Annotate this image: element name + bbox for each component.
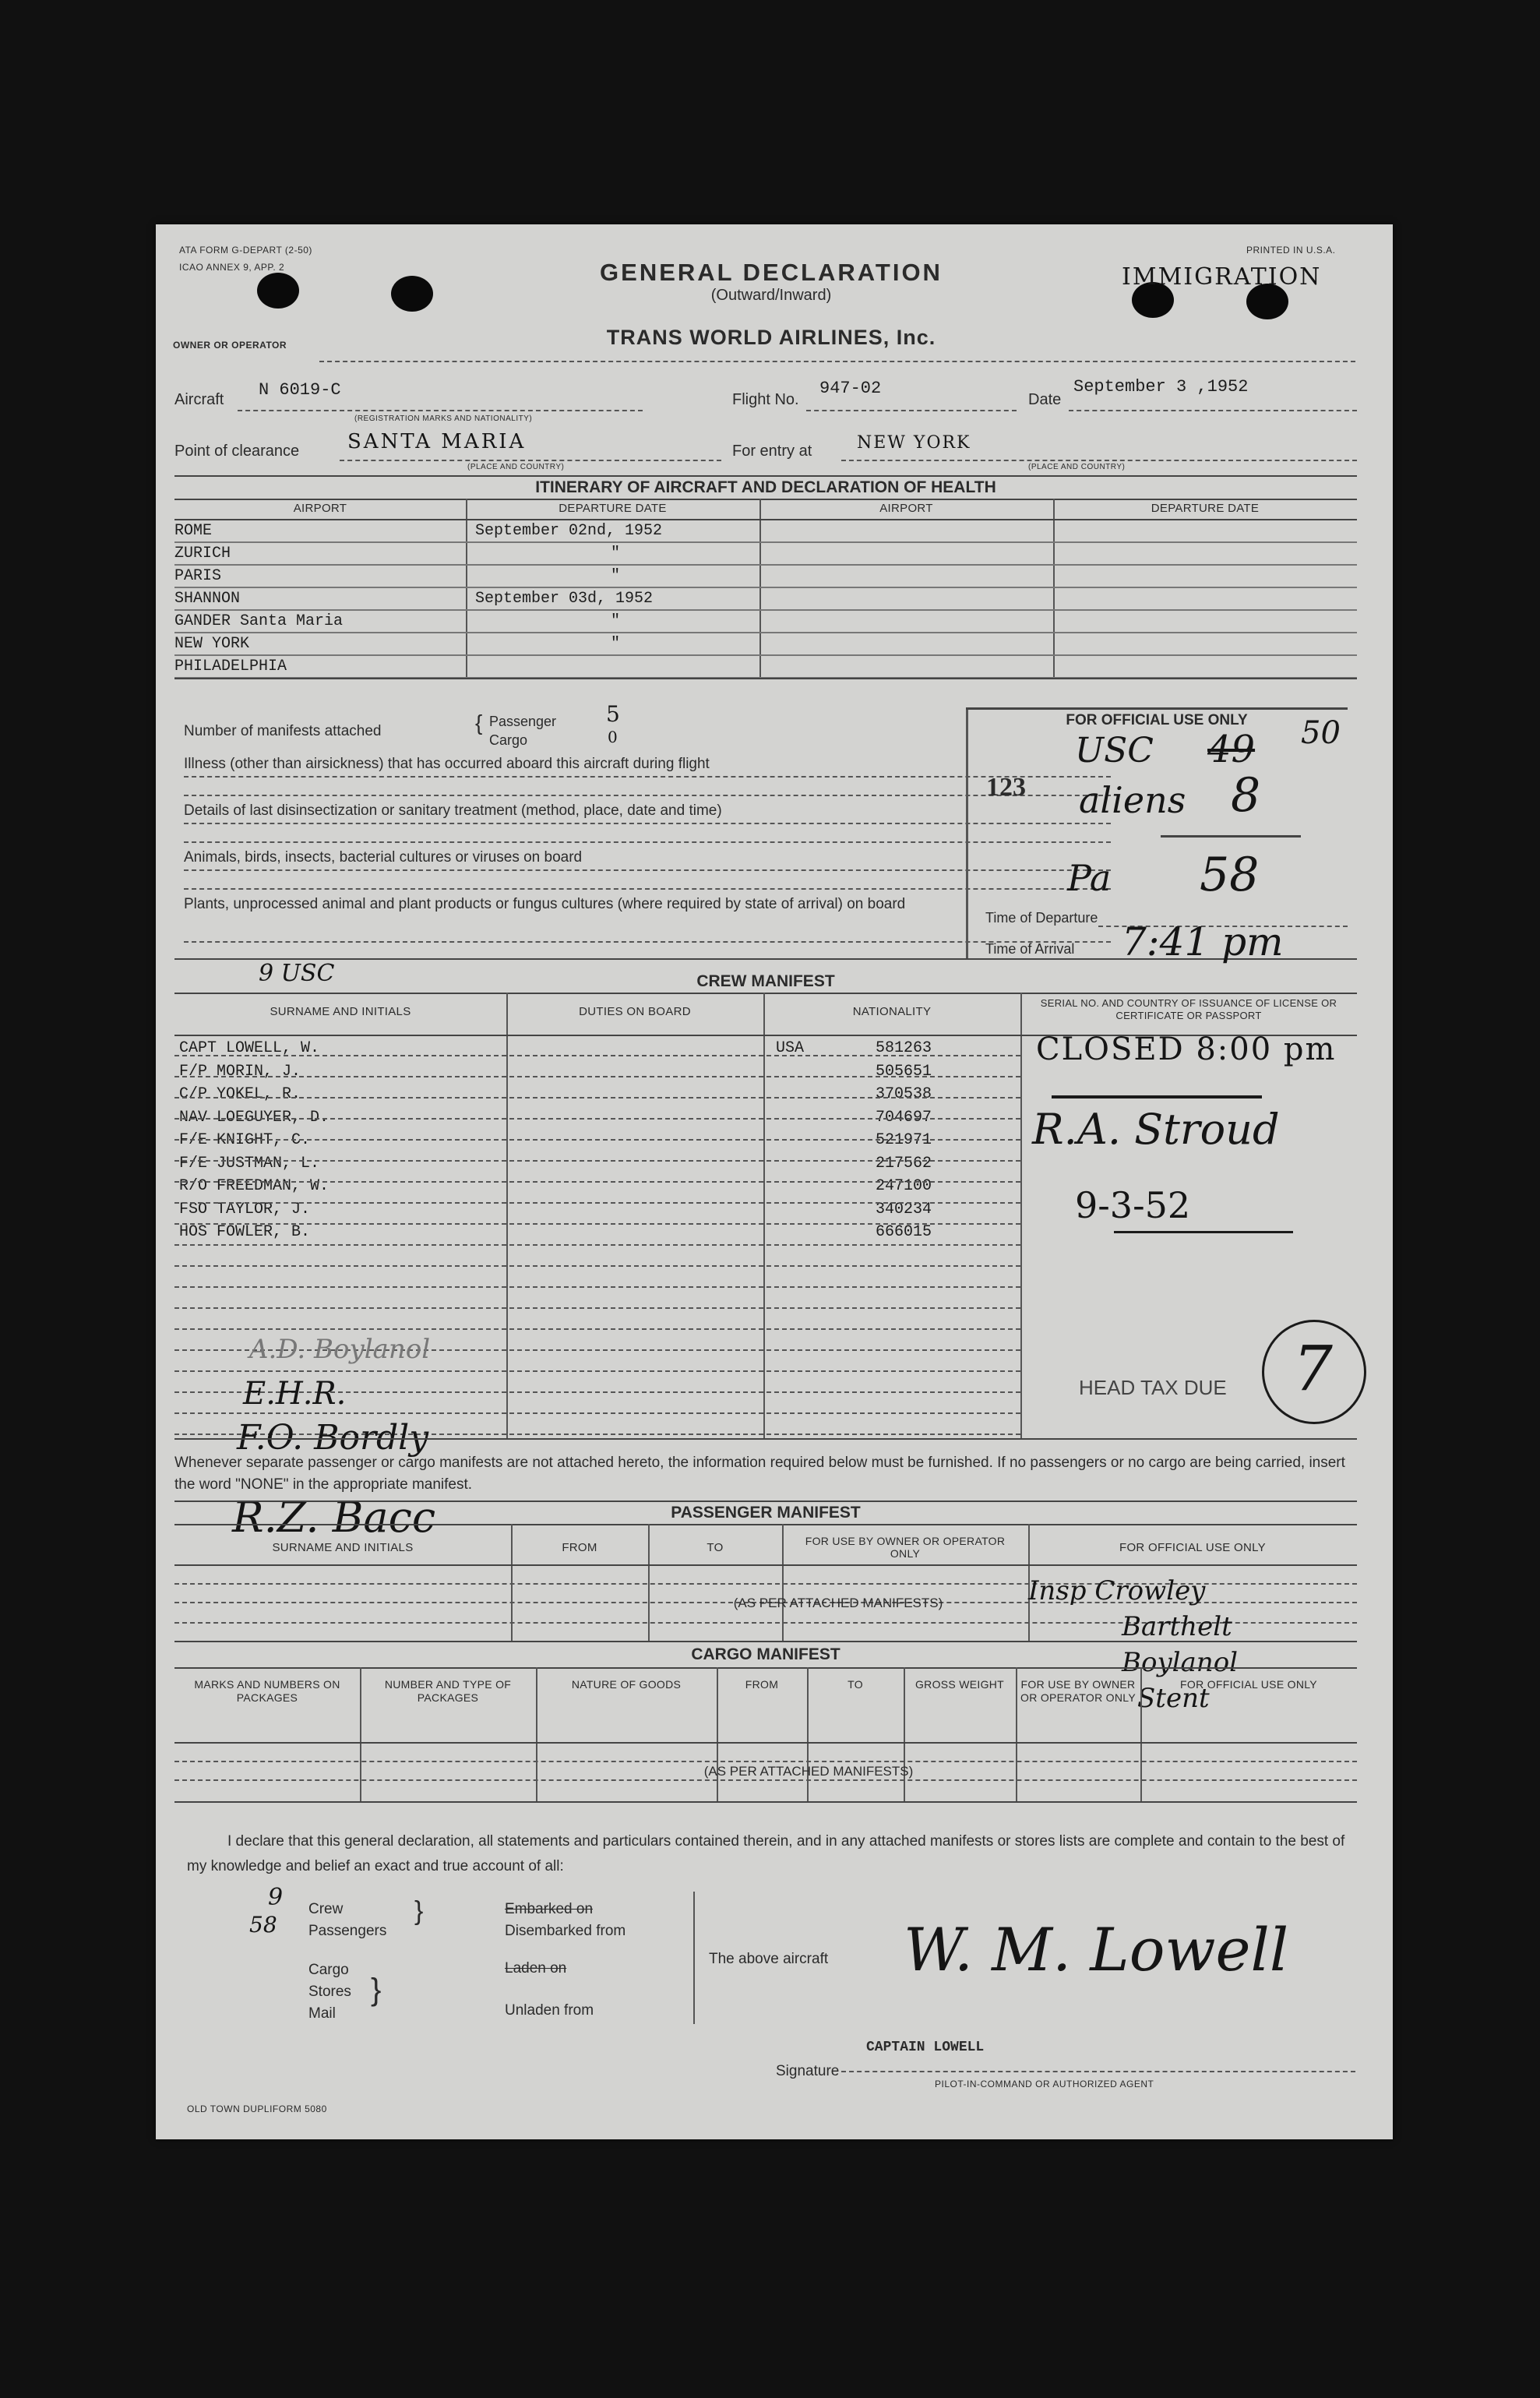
- crew-serial-number: 521971: [876, 1131, 932, 1149]
- passenger-manifest-title: PASSENGER MANIFEST: [671, 1504, 861, 1522]
- immigration-note: IMMIGRATION: [1122, 263, 1322, 291]
- punch-hole: [257, 273, 299, 309]
- pm-col-owner: FOR USE BY OWNER OR OPERATOR ONLY: [805, 1535, 1006, 1560]
- usc-value: 50: [1301, 715, 1341, 751]
- cargo-attached-note: (AS PER ATTACHED MANIFESTS): [703, 1764, 914, 1779]
- cargo-column-header: FOR OFFICIAL USE ONLY: [1180, 1678, 1317, 1691]
- itinerary-airport: SHANNON: [174, 590, 241, 608]
- owner-label: OWNER OR OPERATOR: [173, 340, 287, 351]
- disembarked-label: Disembarked from: [505, 1923, 626, 1939]
- entry-value: NEW YORK: [857, 433, 971, 453]
- crew-member-name: CAPT LOWELL, W.: [179, 1039, 320, 1057]
- laden-label: Laden on: [505, 1960, 567, 1977]
- mail-label: Mail: [308, 2005, 336, 2022]
- pm-attached-note: (AS PER ATTACHED MANIFESTS): [733, 1596, 943, 1610]
- itinerary-title: ITINERARY OF AIRCRAFT AND DECLARATION OF HEALTH: [535, 478, 996, 496]
- printer-note: OLD TOWN DUPLIFORM 5080: [187, 2104, 327, 2114]
- punch-hole: [391, 276, 433, 312]
- cargo-column-header: FOR USE BY OWNER OR OPERATOR ONLY: [1020, 1678, 1136, 1704]
- place-country-note: (PLACE AND COUNTRY): [467, 463, 565, 471]
- col-nationality: NATIONALITY: [852, 1005, 932, 1018]
- handwritten-name-2: E.H.R.: [243, 1376, 347, 1412]
- pm-official-note-3: Boylanol: [1122, 1647, 1239, 1678]
- flight-number: 947-02: [819, 379, 882, 398]
- cargo-column-header: FROM: [745, 1678, 779, 1691]
- form-subtitle: (Outward/Inward): [710, 287, 832, 304]
- itinerary-airport: ZURICH: [174, 545, 231, 562]
- registration-note: (REGISTRATION MARKS AND NATIONALITY): [354, 414, 533, 423]
- cargo-column-header: NUMBER AND TYPE OF PACKAGES: [384, 1678, 512, 1704]
- col-departure-date: DEPARTURE DATE: [559, 502, 667, 515]
- aliens-label: aliens: [1079, 779, 1186, 821]
- pm-col-surname: SURNAME AND INITIALS: [272, 1541, 414, 1554]
- icao-reference: ICAO ANNEX 9, APP. 2: [179, 262, 285, 273]
- disinsectization-question: Details of last disinsectization or sanitary treatment (method, place, date and time): [184, 802, 722, 819]
- crew-member-name: HOS FOWLER, B.: [179, 1223, 311, 1241]
- signer-name: CAPTAIN LOWELL: [866, 2040, 985, 2055]
- col-serial: SERIAL NO. AND COUNTRY OF ISSUANCE OF LICENSE OR CERTIFICATE OR PASSPORT: [1040, 997, 1337, 1021]
- itinerary-departure-date: ": [610, 612, 620, 630]
- handwritten-name-3: F.O. Bordly: [237, 1418, 429, 1458]
- declaration-form: ATA FORM G-DEPART (2-50) ICAO ANNEX 9, APP. 2 PRINTED IN U.S.A. GENERAL DECLARATION (Outward/Inward) IMMIGRATION OWNER OR OPERATOR TRANS WORLD AIRLINES, Inc. Aircraft N 6019-C (REGISTRATION MARKS AND NATIONALITY) Flight No. 947-02 Date September 3 ,1952 Point of clearance SANTA MARIA (PLACE AND COUNTRY) For entry at NEW YORK (PLACE AND COUNTRY) ITINERARY OF AIRCRAFT AND DECLARATION OF HEALTH AIRPORT DEPARTURE DATE AIRPORT DEPARTURE DATE ROME September 02nd, 1952 ZURICH " PARIS " SHANNON September 03d, 1952 GANDER Santa Maria " NEW YORK " PHILADELPHIA Number of manifests attached { Passenger 5 Cargo 0 Illness (other than airsickness) that has occurred aboard this aircraft during flight Details of last disinsectization or sanitary treatment (method, place, date and time) Animals, birds, insects, bacterial cultures or viruses on board Plants, unprocessed animal and plant products or fungus cultures (where required by state of arrival) on board FOR OFFICIAL USE ONLY 123 USC 49 50 aliens 8 Pa 58 Time of Departure Time of Arrival 7:41 pm 9 USC CREW MANIFEST SURNAME AND INITIALS DUTIES ON BOARD NATIONALITY SERIAL NO. AND COUNTRY OF ISSUANCE OF LICENSE OR CERTIFICATE OR PASSPORT CAPT LOWELL, W. USA 581263 F/P MORIN, J. 505651 C/P YOKEL, R. 370538 NAV LOEGUYER, D. 704697 F/E KNIGHT, C. 521971 F/E JUSTMAN, L. 217562 R/O FREEDMAN, W. 247100 FSO TAYLOR, J. 340234 HOS FOWLER, B. 666015 CLOSED 8:00 pm R.A. Stroud 9-3-52 HEAD TAX DUE 7 A.D. Boylanol E.H.R. F.O. Bordly R.Z. Bacc Whenever separate passenger or cargo manifests are not attached hereto, the information required below must be furnished. If no passengers or no cargo are being carried, insert the word "NONE" in the appropriate manifest. PASSENGER MANIFEST SURNAME AND INITIALS FROM TO FOR USE BY OWNER OR OPERATOR ONLY FOR OFFICIAL USE ONLY (AS PER ATTACHED MANIFESTS) Insp Crowley Barthelt Boylanol Stent CARGO MANIFEST MARKS AND NUMBERS ON PACKAGES NUMBER AND TYPE OF PACKAGES NATURE OF GOODS FROM TO GROSS WEIGHT FOR USE BY OWNER OR OPERATOR ONLY FOR OFFICIAL USE ONLY (AS PER ATTACHED MANIFESTS) I declare that this general declaration, all statements and particulars contained therein, and in any attached manifests or stores lists are complete and contain to the best of my knowledge and belief an exact and true account of all: 9 Crew 58 Passengers } Cargo Stores Mail } Embarked on Disembarked from Laden on Unladen from The above aircraft W. M. Lowell Signature CAPTAIN LOWELL PILOT-IN-COMMAND OR AUTHORIZED AGENT OLD TOWN DUPLIFORM 5080: [156, 224, 1393, 2139]
- entry-label: For entry at: [732, 443, 812, 460]
- pilot-in-command-note: PILOT-IN-COMMAND OR AUTHORIZED AGENT: [935, 2079, 1154, 2089]
- crew-member-name: F/E JUSTMAN, L.: [179, 1155, 320, 1173]
- officer-date: 9-3-52: [1075, 1184, 1191, 1226]
- animals-question: Animals, birds, insects, bacterial cultures or viruses on board: [184, 849, 583, 866]
- col-departure-date-2: DEPARTURE DATE: [1151, 502, 1260, 515]
- crew-nationality: USA: [776, 1039, 805, 1057]
- crew-member-name: F/P MORIN, J.: [179, 1063, 301, 1081]
- crew-count: 9: [268, 1884, 284, 1911]
- arrival-time-label: Time of Arrival: [985, 941, 1075, 957]
- head-tax-stamp: HEAD TAX DUE: [1079, 1376, 1227, 1399]
- crew-member-name: F/E KNIGHT, C.: [179, 1131, 311, 1149]
- pa-value: 58: [1200, 848, 1260, 902]
- handwritten-name-1: A.D. Boylanol: [249, 1334, 431, 1365]
- crew-serial-number: 581263: [876, 1039, 932, 1057]
- usc-label: USC: [1075, 731, 1154, 771]
- pm-col-official: FOR OFFICIAL USE ONLY: [1119, 1541, 1266, 1554]
- itinerary-airport: ROME: [174, 522, 213, 540]
- passenger-count: 5: [606, 701, 620, 727]
- closed-note: CLOSED 8:00 pm: [1036, 1031, 1337, 1067]
- captain-signature: W. M. Lowell: [904, 1915, 1289, 1984]
- unladen-label: Unladen from: [505, 2002, 594, 2019]
- handwritten-name-4: R.Z. Bacc: [232, 1493, 436, 1542]
- crew-member-name: NAV LOEGUYER, D.: [179, 1109, 329, 1127]
- embarked-label: Embarked on: [505, 1901, 594, 1917]
- pm-official-note-2: Barthelt: [1122, 1611, 1232, 1642]
- plants-question: Plants, unprocessed animal and plant products or fungus cultures (where required by state of arrival) on board: [184, 896, 906, 912]
- col-airport: AIRPORT: [293, 502, 347, 515]
- form-title: GENERAL DECLARATION: [600, 259, 943, 286]
- crew-serial-number: 340234: [876, 1201, 932, 1218]
- crew-member-name: FSO TAYLOR, J.: [179, 1201, 311, 1218]
- itinerary-departure-date: September 02nd, 1952: [475, 522, 663, 540]
- col-surname: SURNAME AND INITIALS: [270, 1005, 411, 1018]
- passengers-count: 58: [249, 1912, 277, 1938]
- cargo-manifest-title: CARGO MANIFEST: [691, 1645, 840, 1663]
- crew-serial-number: 217562: [876, 1155, 932, 1173]
- passenger-label: Passenger: [489, 714, 557, 729]
- crew-serial-number: 666015: [876, 1223, 932, 1241]
- crew-member-name: C/P YOKEL, R.: [179, 1085, 301, 1103]
- date-value: September 3 ,1952: [1073, 377, 1249, 397]
- crew-label: Crew: [308, 1901, 344, 1917]
- place-country-note-2: (PLACE AND COUNTRY): [1028, 463, 1126, 471]
- cargo-decl-label: Cargo: [308, 1962, 349, 1978]
- illness-question: Illness (other than airsickness) that has occurred aboard this aircraft during flight: [184, 756, 710, 772]
- pm-official-note-1: Insp Crowley: [1028, 1575, 1206, 1606]
- aircraft-value: N 6019-C: [259, 380, 341, 400]
- aircraft-label: Aircraft: [174, 391, 224, 408]
- pa-label: Pa: [1067, 857, 1112, 899]
- cargo-column-header: NATURE OF GOODS: [571, 1678, 682, 1691]
- pm-col-to: TO: [707, 1541, 724, 1554]
- printed-note: PRINTED IN U.S.A.: [1246, 245, 1336, 256]
- itinerary-departure-date: ": [610, 635, 620, 653]
- officer-signature: R.A. Stroud: [1032, 1105, 1280, 1154]
- airline-name: TRANS WORLD AIRLINES, Inc.: [606, 326, 936, 349]
- manifest-notice: Whenever separate passenger or cargo manifests are not attached hereto, the information required below must be furnished. If no passengers or no cargo are being carried, insert the word "NONE" in the appropriate manifest.: [174, 1455, 1345, 1493]
- declaration-text: I declare that this general declaration, all statements and particulars contained therein, and in any attached manifests or stores lists are complete and contain to the best of my knowledge and belief an exact and true account of all:: [187, 1833, 1345, 1874]
- form-number: ATA FORM G-DEPART (2-50): [179, 245, 312, 256]
- itinerary-departure-date: September 03d, 1952: [475, 590, 654, 608]
- itinerary-departure-date: ": [610, 545, 620, 562]
- itinerary-airport: NEW YORK: [174, 635, 250, 653]
- col-duties: DUTIES ON BOARD: [579, 1005, 691, 1018]
- crew-margin-note: 9 USC: [259, 960, 335, 987]
- col-airport-2: AIRPORT: [879, 502, 933, 515]
- usc-value-struck: 49: [1207, 728, 1256, 771]
- official-use-title: FOR OFFICIAL USE ONLY: [1066, 712, 1248, 728]
- itinerary-airport: GANDER Santa Maria: [174, 612, 344, 630]
- pm-official-note-4: Stent: [1137, 1683, 1210, 1714]
- crew-serial-number: 247100: [876, 1177, 932, 1195]
- crew-serial-number: 704697: [876, 1109, 932, 1127]
- above-aircraft-label: The above aircraft: [709, 1951, 829, 1967]
- crew-serial-number: 370538: [876, 1085, 932, 1103]
- cargo-column-header: MARKS AND NUMBERS ON PACKAGES: [194, 1678, 340, 1704]
- passengers-label: Passengers: [308, 1923, 387, 1939]
- itinerary-airport: PHILADELPHIA: [174, 658, 287, 675]
- itinerary-departure-date: ": [610, 567, 620, 585]
- clearance-value: SANTA MARIA: [347, 430, 527, 453]
- arrival-time-value: 7:41 pm: [1122, 919, 1284, 964]
- official-number: 123: [986, 773, 1026, 802]
- cargo-column-header: GROSS WEIGHT: [914, 1678, 1005, 1691]
- departure-time-label: Time of Departure: [985, 910, 1098, 926]
- cargo-label: Cargo: [489, 732, 528, 748]
- itinerary-airport: PARIS: [174, 567, 222, 585]
- crew-member-name: R/O FREEDMAN, W.: [179, 1177, 329, 1195]
- crew-serial-number: 505651: [876, 1063, 932, 1081]
- flight-label: Flight No.: [732, 391, 799, 408]
- signature-label: Signature: [776, 2063, 840, 2079]
- manifests-label: Number of manifests attached: [184, 723, 382, 739]
- crew-manifest-title: CREW MANIFEST: [696, 972, 835, 990]
- aliens-value: 8: [1231, 768, 1261, 823]
- clearance-label: Point of clearance: [174, 443, 300, 460]
- pm-col-from: FROM: [562, 1541, 597, 1554]
- stores-label: Stores: [308, 1984, 351, 2000]
- date-label: Date: [1028, 391, 1062, 408]
- cargo-count: 0: [608, 728, 618, 746]
- cargo-column-header: TO: [848, 1678, 863, 1691]
- head-tax-value: 7: [1293, 1332, 1333, 1405]
